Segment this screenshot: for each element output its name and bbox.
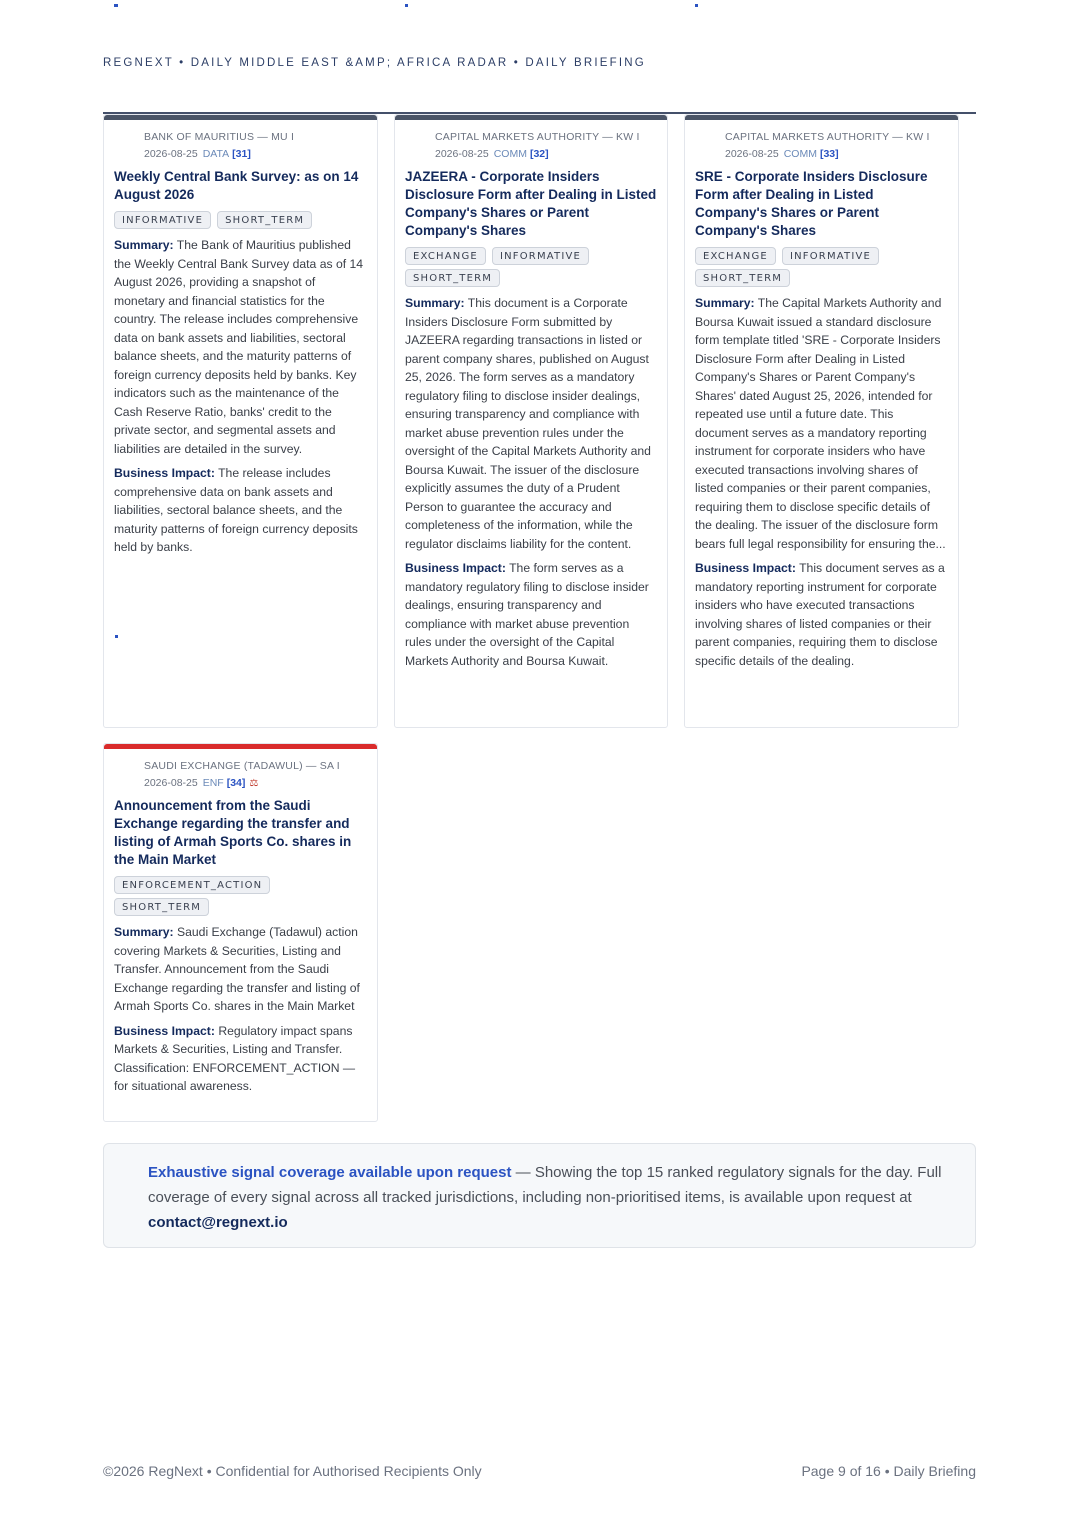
card-title[interactable]: JAZEERA - Corporate Insiders Disclosure Form after Dealing in Listed Company's Shares or Parent Company's Shares <box>405 169 657 238</box>
summary-label: Summary: <box>405 296 465 310</box>
card-summary <box>114 923 367 1016</box>
impact-label: Business Impact: <box>695 561 796 575</box>
page-edge-mark <box>114 4 118 7</box>
impact-text: This document serves as a mandatory reporting instrument for corporate insiders who have executed transactions involving shares of listed companies or their parent companies, requiring them to disclose specific details of the dealing. <box>695 561 945 668</box>
page-edge-mark <box>405 4 408 7</box>
card-source: BANK OF MAURITIUS — MU I <box>144 131 295 143</box>
coverage-note-text <box>126 1160 953 1235</box>
summary-text: The Capital Markets Authority and Boursa Kuwait issued a standard disclosure form template titled 'SRE - Corporate Insiders Disclosure Form after Dealing in Listed Company's Shares or Parent Company's Shares' dated August 25, 2026, intended for repeated use until a future date. This document serves as a mandatory reporting instrument for corporate insiders who have executed transactions involving shares of listed companies or their parent companies, requiring them to disclose specific details of the dealing. The issuer of the disclosure form bears full legal responsibility for ensuring the... <box>695 296 946 551</box>
card-accent-bar <box>685 115 958 120</box>
card-source: CAPITAL MARKETS AUTHORITY — KW I <box>725 131 930 143</box>
tag-badge: EXCHANGE <box>695 247 776 265</box>
tag-badge: SHORT_TERM <box>695 269 790 287</box>
tag-badge: INFORMATIVE <box>114 211 211 229</box>
card-tags <box>695 244 948 288</box>
impact-text: The form serves as a mandatory regulatory filing to disclose insider dealings, ensuring transparency and compliance with market abuse prevention rules under the oversight of the Capital Markets Authority and Boursa Kuwait. <box>405 561 649 668</box>
card-impact <box>114 1022 367 1096</box>
card-ref-link[interactable]: [32] <box>529 148 549 160</box>
tag-badge: ENFORCEMENT_ACTION <box>114 876 270 894</box>
impact-text: The release includes comprehensive data on bank assets and liabilities, sectoral balance sheets, and the maturity patterns of foreign currency deposits held by banks. <box>114 466 358 554</box>
card-type: ENF <box>202 777 224 789</box>
card-source: CAPITAL MARKETS AUTHORITY — KW I <box>435 131 640 143</box>
coverage-note-body: — Showing the top 15 ranked regulatory signals for the day. Full coverage of every signal across all tracked jurisdictions, including non-prioritised items, is available upon request at <box>148 1164 942 1206</box>
card-impact <box>405 559 657 670</box>
card-marker <box>115 635 118 638</box>
tag-badge: SHORT_TERM <box>114 898 209 916</box>
coverage-note <box>103 1143 976 1248</box>
card-date: 2026-08-25 <box>725 148 779 160</box>
signal-card[interactable] <box>103 743 378 1122</box>
impact-label: Business Impact: <box>114 1023 215 1038</box>
card-accent-bar <box>395 115 667 120</box>
card-type: COMM <box>493 148 527 160</box>
summary-label: Summary: <box>114 925 174 939</box>
card-impact <box>114 464 367 557</box>
signal-card[interactable] <box>103 114 378 728</box>
tag-badge: SHORT_TERM <box>405 269 500 287</box>
card-accent-bar <box>104 744 377 749</box>
footer-copyright: ©2026 RegNext • Confidential for Authorised Recipients Only <box>103 1463 482 1479</box>
card-summary <box>405 294 657 553</box>
signal-card[interactable] <box>394 114 668 728</box>
card-accent-bar <box>104 115 377 120</box>
card-summary <box>695 294 948 553</box>
card-date: 2026-08-25 <box>144 777 198 789</box>
impact-label: Business Impact: <box>405 561 506 575</box>
card-title[interactable]: Weekly Central Bank Survey: as on 14 August 2026 <box>114 169 359 202</box>
summary-text: Saudi Exchange (Tadawul) action covering Markets & Securities, Listing and Transfer. Announcement from the Saudi Exchange regarding the transfer and listing of Armah Sports Co. shares in the Main Market <box>114 925 360 1013</box>
card-impact <box>695 559 948 670</box>
card-tags <box>405 244 657 288</box>
card-tags <box>114 208 367 230</box>
card-date: 2026-08-25 <box>435 148 489 160</box>
card-ref-link[interactable]: [33] <box>819 148 839 160</box>
card-ref-link[interactable]: [34] <box>226 777 246 789</box>
tag-badge: INFORMATIVE <box>492 247 589 265</box>
tag-badge: EXCHANGE <box>405 247 486 265</box>
card-meta <box>405 148 657 160</box>
coverage-note-lead: Exhaustive signal coverage available upon request <box>148 1164 512 1181</box>
scales-icon: ⚖ <box>249 778 259 789</box>
card-tags <box>114 873 367 917</box>
summary-label: Summary: <box>114 238 174 252</box>
page-edge-mark <box>695 4 698 7</box>
summary-text: The Bank of Mauritius published the Weekly Central Bank Survey data as of 14 August 2026, providing a snapshot of monetary and financial statistics for the country. The release includes comprehensive data on bank assets and liabilities, sectoral balance sheets, and the maturity patterns of foreign currency deposits held by banks. Key indicators such as the maintenance of the Cash Reserve Ratio, banks' credit to the private sector, and segmental assets and liabilities are detailed in the survey. <box>114 238 364 456</box>
tag-badge: SHORT_TERM <box>217 211 312 229</box>
summary-label: Summary: <box>695 296 755 310</box>
card-source: SAUDI EXCHANGE (TADAWUL) — SA I <box>144 760 340 772</box>
card-summary <box>114 236 367 458</box>
card-title[interactable]: Announcement from the Saudi Exchange regarding the transfer and listing of Armah Sports Co. shares in the Main Market <box>114 798 352 867</box>
summary-text: This document is a Corporate Insiders Disclosure Form submitted by JAZEERA regarding transactions in listed or parent company shares, published on August 25, 2026. The form serves as a mandatory regulatory filing to disclose insider dealings, ensuring transparency and compliance with market abuse prevention rules under the oversight of the Capital Markets Authority and Boursa Kuwait. The issuer of the disclosure explicitly assumes the duty of a Prudent Person to guarantee the accuracy and completeness of the information, while the regulator disclaims liability for the content. <box>405 296 651 551</box>
card-meta <box>695 148 948 160</box>
card-meta <box>114 148 367 160</box>
card-meta <box>114 777 367 789</box>
card-type: DATA <box>202 148 230 160</box>
signal-card[interactable] <box>684 114 959 728</box>
impact-text: Regulatory impact spans Markets & Securities, Listing and Transfer. Classification: ENFORCEMENT_ACTION — for situational awareness. <box>114 1023 356 1093</box>
footer-page-number: Page 9 of 16 • Daily Briefing <box>801 1463 976 1479</box>
impact-label: Business Impact: <box>114 466 215 480</box>
tag-badge: INFORMATIVE <box>782 247 879 265</box>
report-header: REGNEXT • DAILY MIDDLE EAST &AMP; AFRICA RADAR • DAILY BRIEFING <box>103 57 646 69</box>
card-title[interactable]: SRE - Corporate Insiders Disclosure Form after Dealing in Listed Company's Shares or Parent Company's Shares <box>695 169 928 238</box>
card-date: 2026-08-25 <box>144 148 198 160</box>
card-ref-link[interactable]: [31] <box>232 148 251 160</box>
card-type: COMM <box>783 148 817 160</box>
contact-email-link[interactable]: contact@regnext.io <box>148 1214 288 1231</box>
